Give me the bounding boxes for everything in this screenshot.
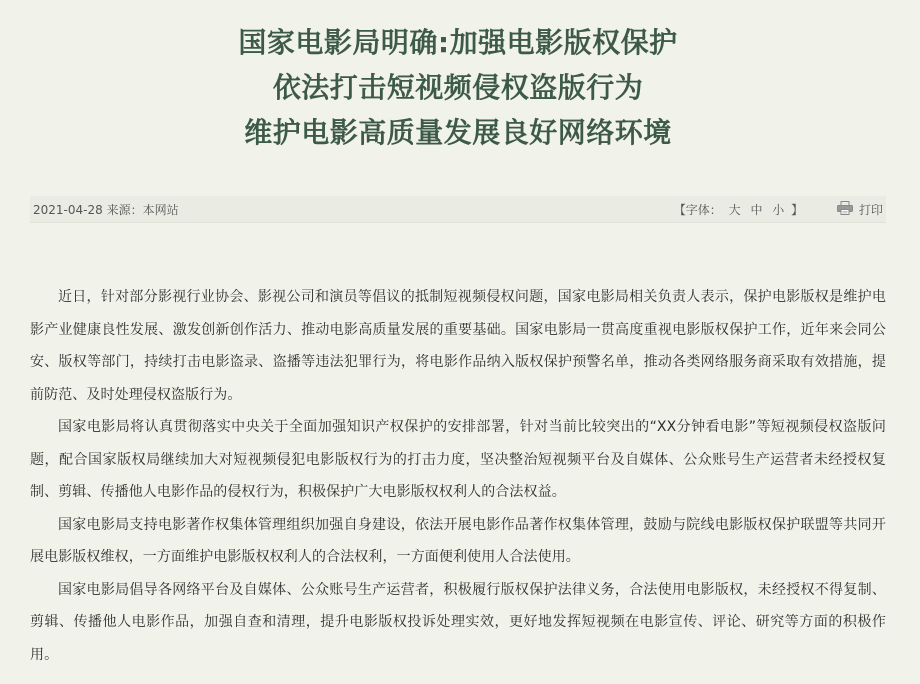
title-line-1: 国家电影局明确:加强电影版权保护 [238,26,678,59]
font-size-close: 】 [791,203,804,217]
paragraph: 国家电影局倡导各网络平台及自媒体、公众账号生产运营者，积极履行版权保护法律义务，合法使用电影版权，未经授权不得复制、剪辑、传播他人电影作品，加强自查和清理，提升电影版权投诉处理实效，更好地发挥短视频在电影宣传、评论、研究等方面的积极作用。 [30,581,886,663]
title-line-3: 维护电影高质量发展良好网络环境 [244,116,672,149]
print-button[interactable] [837,203,883,217]
printer-icon [837,201,853,218]
source-name: 本网站 [142,203,179,217]
publish-date: 2021-04-28 [33,203,103,217]
font-size-selector [674,203,807,217]
font-size-medium-button[interactable]: 中 [750,203,763,217]
paragraph: 近日，针对部分影视行业协会、影视公司和演员等倡议的抵制短视频侵权问题，国家电影局相关负责人表示，保护电影版权是维护电影产业健康良性发展、激发创新创作活力、推动电影高质量发展的重要基础。国家电影局一贯高度重视电影版权保护工作，近年来会同公安、版权等部门，持续打击电影盗录、盗播等违法犯罪行为，将电影作品纳入版权保护预警名单，推动各类网络服务商采取有效措施，提前防范、及时处理侵权盗版行为。 [30,289,886,403]
article [30,0,886,663]
print-label: 打印 [858,203,883,217]
article-meta-bar [30,196,886,223]
article-meta [33,201,179,218]
article-body [30,281,886,671]
title-line-2: 依法打击短视频侵权盗版行为 [272,71,644,104]
article-title [30,0,886,155]
font-size-small-button[interactable]: 小 [772,203,785,217]
source-label: 来源： [106,203,143,217]
paragraph: 国家电影局支持电影著作权集体管理组织加强自身建设，依法开展电影作品著作权集体管理，鼓励与院线电影版权保护联盟等共同开展电影版权维权，一方面维护电影版权权利人的合法权利，一方面便利使用人合法使用。 [30,516,886,565]
font-size-large-button[interactable]: 大 [728,203,741,217]
article-tools [674,201,883,218]
paragraph: 国家电影局将认真贯彻落实中央关于全面加强知识产权保护的安排部署，针对当前比较突出的“XX分钟看电影”等短视频侵权盗版问题，配合国家版权局继续加大对短视频侵犯电影版权行为的打击力度，坚决整治短视频平台及自媒体、公众账号生产运营者未经授权复制、剪辑、传播他人电影作品的侵权行为，积极保护广大电影版权权利人的合法权益。 [30,419,886,500]
font-size-label: 【字体： [673,203,722,217]
